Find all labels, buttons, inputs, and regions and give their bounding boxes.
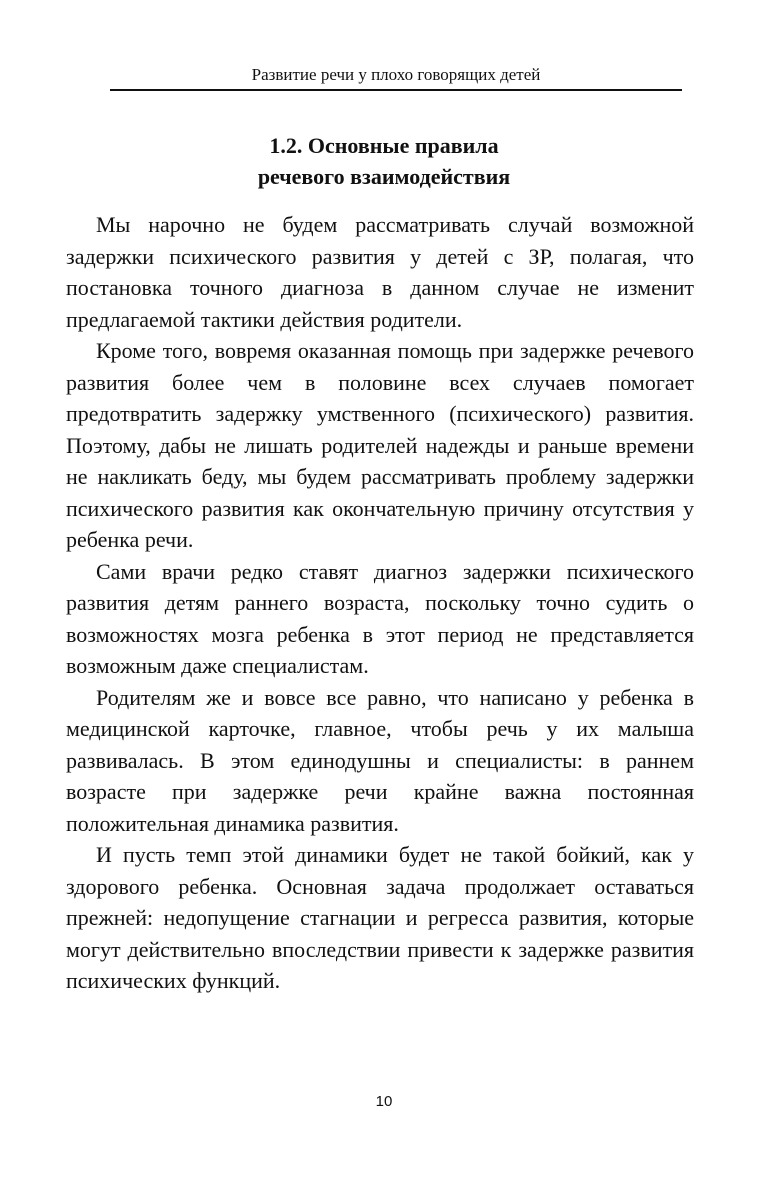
paragraph: И пусть темп этой динамики будет не такой бойкий, как у здорового ребенка. Основная задача продолжает оставаться прежней: недопущение стагнации и регресса развития, которые могут действительно впоследствии привести к задержке развития психических функций.: [66, 842, 694, 993]
body-text: [66, 209, 694, 997]
section-title-line-2: речевого взаимодействия: [257, 164, 511, 189]
section-title: [64, 130, 704, 192]
running-header: Развитие речи у плохо говорящих детей: [251, 65, 541, 84]
header-rule: [110, 89, 682, 91]
paragraph: Мы нарочно не будем рассматривать случай возможной задержки психического развития у детей с ЗР, полагая, что постановка точного диагноза в данном случае не изменит предлагаемой тактики действия родители.: [66, 212, 694, 332]
paragraph: Родителям же и вовсе все равно, что написано у ребенка в медицинской карточке, главное, чтобы речь у их малыша развивалась. В этом единодушны и специалисты: в раннем возрасте при задержке речи крайне важна постоянная положительная динамика развития.: [66, 684, 694, 836]
paragraph: Сами врачи редко ставят диагноз задержки психического развития детям раннего возраста, поскольку точно судить о возможностях мозга ребенка в этот период не представляется возможным даже специалистам.: [66, 558, 694, 678]
paragraph: Кроме того, вовремя оказанная помощь при задержке речевого развития более чем в половине всех случаев помогает предотвратить задержку умственного (психического) развития. Поэтому, дабы не лишать родителей надежды и раньше времени не накликать беду, мы будем рассматривать проблему задержки психического развития как окончательную причину отсутствия у ребенка речи.: [66, 338, 694, 552]
section-title-line-1: 1.2. Основные правила: [269, 133, 499, 158]
page-number: 10: [375, 1093, 393, 1110]
